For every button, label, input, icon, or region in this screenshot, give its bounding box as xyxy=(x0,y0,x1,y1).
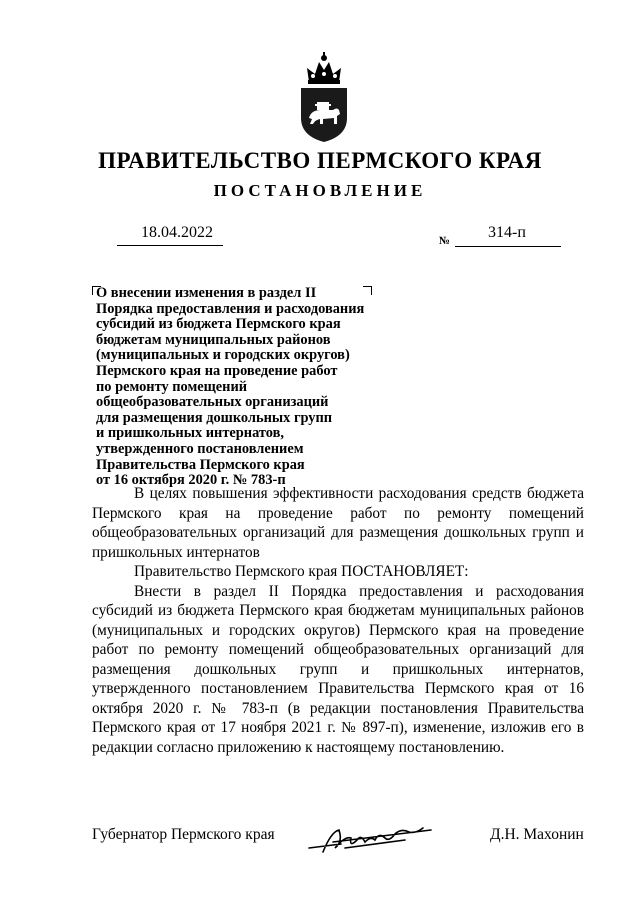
subject-line: О внесении изменения в раздел II xyxy=(96,285,317,301)
government-title: ПРАВИТЕЛЬСТВО ПЕРМСКОГО КРАЯ xyxy=(98,148,542,173)
subject-line: и пришкольных интернатов, xyxy=(96,425,284,442)
subject-line: общеобразовательных организаций xyxy=(96,394,329,411)
handwritten-signature xyxy=(305,818,435,858)
date-underline xyxy=(117,245,223,246)
document-type-heading: ПОСТАНОВЛЕНИЕ xyxy=(213,181,427,200)
subject-line: Пермского края на проведение работ xyxy=(96,362,338,379)
body-paragraph-resolution: Внести в раздел II Порядка предоставления и расходования субсидий из бюджета Пермского края бюджетам муниципальных районов (муниципальных и городских округов) Пермского края на проведение работ по ремонту помещений общеобразовательных организаций для размещения дошкольных групп и пришкольных интернатов, утвержденного постановлением Правительства Пермского края от 16 октября 2020 г. № 783-п (в редакции постановления Правительства Пермского края от 17 ноября 2021 г. № 897-п), изменение, изложив его в редакции согласно приложению к настоящему постановлению. xyxy=(92,582,584,756)
signatory-title: Губернатор Пермского края xyxy=(92,826,275,843)
document-date: 18.04.2022 xyxy=(141,224,213,241)
subject-line: субсидий из бюджета Пермского края xyxy=(96,316,341,333)
subject-line: (муниципальных и городских округов) xyxy=(96,347,350,364)
number-sign: № xyxy=(439,235,451,247)
subject-line: по ремонту помещений xyxy=(96,378,248,395)
signatory-name: Д.Н. Махонин xyxy=(490,826,584,843)
body-paragraph-preamble: В целях повышения эффективности расходования средств бюджета Пермского края на проведение работ по ремонту помещений общеобразовательных организаций для размещения дошкольных групп и пришкольных интернатов xyxy=(92,485,584,561)
subject-line: Порядка предоставления и расходования xyxy=(96,300,365,317)
document-body xyxy=(92,484,584,757)
document-subject xyxy=(96,286,396,489)
number-underline xyxy=(455,246,561,247)
subject-line: утвержденного постановлением xyxy=(96,440,304,457)
coat-of-arms-emblem xyxy=(293,52,355,144)
crown-icon xyxy=(307,52,341,84)
body-paragraph-resolves: Правительство Пермского края ПОСТАНОВЛЯЕТ: xyxy=(134,563,469,580)
subject-line: от 16 октября 2020 г. № 783-п xyxy=(96,472,286,489)
subject-line: бюджетам муниципальных районов xyxy=(96,331,331,348)
subject-line: для размещения дошкольных групп xyxy=(96,409,333,426)
subject-line: Правительства Пермского края xyxy=(96,456,305,473)
document-number: 314-п xyxy=(488,224,526,241)
